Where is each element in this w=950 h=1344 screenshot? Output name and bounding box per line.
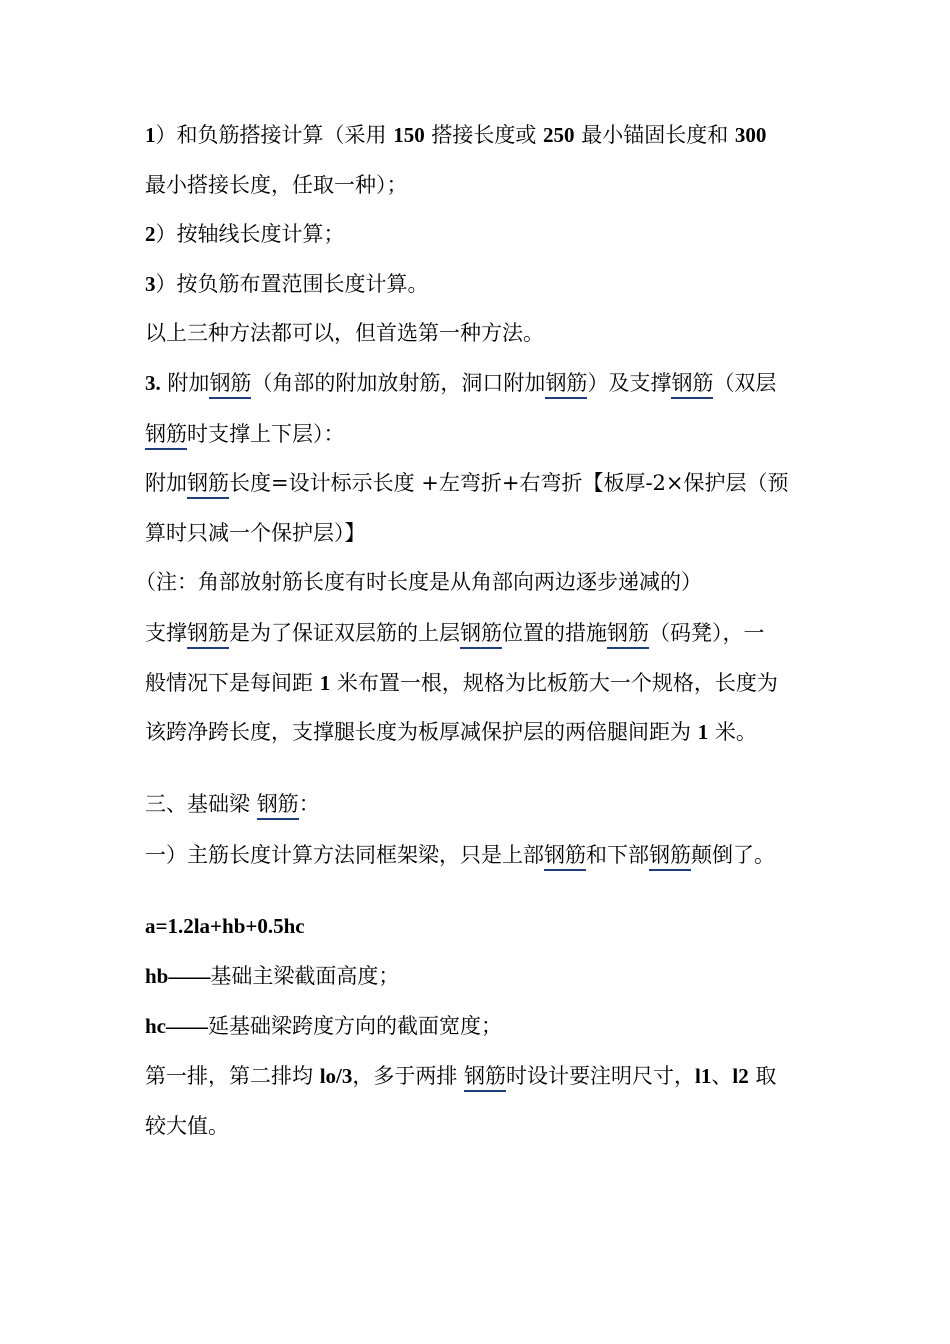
underlined-term: 钢筋 bbox=[649, 843, 691, 871]
text-run: 第一排，第二排均 bbox=[145, 1064, 320, 1088]
underlined-term: 钢筋 bbox=[545, 371, 587, 399]
paragraph-line bbox=[145, 367, 825, 399]
paragraph-line bbox=[145, 317, 825, 349]
text-run: 附加 bbox=[145, 471, 187, 495]
text-run: 和下部 bbox=[586, 843, 649, 867]
text-run: （双层 bbox=[713, 371, 777, 395]
underlined-term: 钢筋 bbox=[145, 422, 187, 450]
text-run: ）及支撑 bbox=[587, 371, 672, 395]
text-run: 位置的措施 bbox=[502, 621, 607, 645]
underlined-term: 钢筋 bbox=[209, 371, 251, 399]
text-run: ）按轴线长度计算； bbox=[155, 222, 345, 246]
text-run: 延基础梁跨度方向的截面宽度； bbox=[208, 1014, 502, 1038]
text-run: 取 bbox=[748, 1064, 777, 1088]
text-run: 该跨净跨长度，支撑腿长度为板厚减保护层的两倍腿间距为 bbox=[145, 720, 698, 744]
paragraph-line bbox=[135, 566, 815, 598]
text-run: 搭接长度或 bbox=[424, 123, 544, 147]
text-run: 较大值。 bbox=[145, 1114, 229, 1138]
text-run: ）按负筋布置范围长度计算。 bbox=[155, 272, 429, 296]
text-run: 一）主筋长度计算方法同框架梁，只是上部 bbox=[145, 843, 544, 867]
paragraph-line bbox=[145, 169, 825, 201]
text-run: 算时只减一个保护层）】 bbox=[145, 521, 366, 545]
symbol: l2 bbox=[732, 1064, 749, 1088]
formula: a=1.2la+hb+0.5hc bbox=[145, 914, 305, 938]
list-number: 1 bbox=[145, 123, 156, 147]
underlined-term: 钢筋 bbox=[671, 371, 713, 399]
text-run: 以上三种方法都可以，但首选第一种方法。 bbox=[145, 321, 544, 345]
text-run: 基础主梁截面高度； bbox=[210, 964, 400, 988]
underlined-term: 钢筋 bbox=[607, 621, 649, 649]
text-run: （码凳），一 bbox=[649, 621, 765, 645]
underlined-term: 钢筋 bbox=[187, 471, 229, 499]
formula-line bbox=[145, 910, 825, 942]
underlined-term: 钢筋 bbox=[464, 1064, 506, 1092]
paragraph-line bbox=[145, 418, 825, 450]
symbol: lo/3 bbox=[319, 1064, 353, 1088]
text-run: 般情况下是每间距 bbox=[145, 671, 320, 695]
text-run: 颠倒了。 bbox=[691, 843, 775, 867]
paragraph-line bbox=[145, 667, 825, 699]
paragraph-line bbox=[145, 839, 825, 871]
paragraph-line bbox=[145, 218, 825, 250]
list-number: 2 bbox=[145, 222, 156, 246]
list-number: 3 bbox=[145, 272, 156, 296]
text-run: （角部的附加放射筋，洞口附加 bbox=[251, 371, 546, 395]
symbol: hb—— bbox=[145, 964, 211, 988]
underlined-term: 钢筋 bbox=[544, 843, 586, 871]
text-run: 米。 bbox=[708, 720, 757, 744]
definition-line bbox=[145, 960, 825, 992]
text-run: 附加 bbox=[160, 371, 210, 395]
underlined-term: 钢筋 bbox=[187, 621, 229, 649]
paragraph-line bbox=[145, 467, 825, 499]
text-run: ）和负筋搭接计算（采用 bbox=[155, 123, 394, 147]
text-run: 时设计要注明尺寸， bbox=[506, 1064, 696, 1088]
text-run: 三、基础梁 bbox=[145, 792, 257, 816]
paragraph-line bbox=[145, 1110, 825, 1142]
list-number: 3. bbox=[145, 371, 161, 395]
definition-line bbox=[145, 1010, 825, 1042]
paragraph-line bbox=[145, 268, 825, 300]
text-run: 是为了保证双层筋的上层 bbox=[229, 621, 460, 645]
paragraph-line bbox=[145, 716, 825, 748]
paragraph-line bbox=[145, 119, 825, 151]
text-run: 时支撑上下层）： bbox=[187, 422, 345, 446]
number-run: 250 bbox=[543, 123, 575, 147]
text-run: 最小锚固长度和 bbox=[574, 123, 735, 147]
text-run: 长度=设计标示长度 +左弯折+右弯折【板厚-2×保护层（预 bbox=[229, 471, 789, 495]
text-run: 最小搭接长度，任取一种）； bbox=[145, 173, 408, 197]
paragraph-line bbox=[145, 517, 825, 549]
number-run: 1 bbox=[697, 720, 709, 744]
text-run: ，多于两排 bbox=[352, 1064, 465, 1088]
symbol: l1 bbox=[695, 1064, 712, 1088]
number-run: 150 bbox=[393, 123, 425, 147]
text-run: 、 bbox=[711, 1064, 733, 1088]
text-run: 米布置一根，规格为比板筋大一个规格，长度为 bbox=[330, 671, 778, 695]
paragraph-line bbox=[145, 617, 825, 649]
underlined-term: 钢筋 bbox=[257, 792, 299, 820]
symbol: hc—— bbox=[145, 1014, 208, 1038]
section-heading bbox=[145, 788, 825, 820]
number-run: 1 bbox=[319, 671, 331, 695]
underlined-term: 钢筋 bbox=[460, 621, 502, 649]
number-run: 300 bbox=[734, 123, 767, 147]
paragraph-line bbox=[145, 1060, 825, 1092]
text-run: （注：角部放射筋长度有时长度是从角部向两边逐步递减的） bbox=[135, 570, 702, 594]
text-run: ： bbox=[298, 792, 320, 816]
text-run: 支撑 bbox=[145, 621, 187, 645]
